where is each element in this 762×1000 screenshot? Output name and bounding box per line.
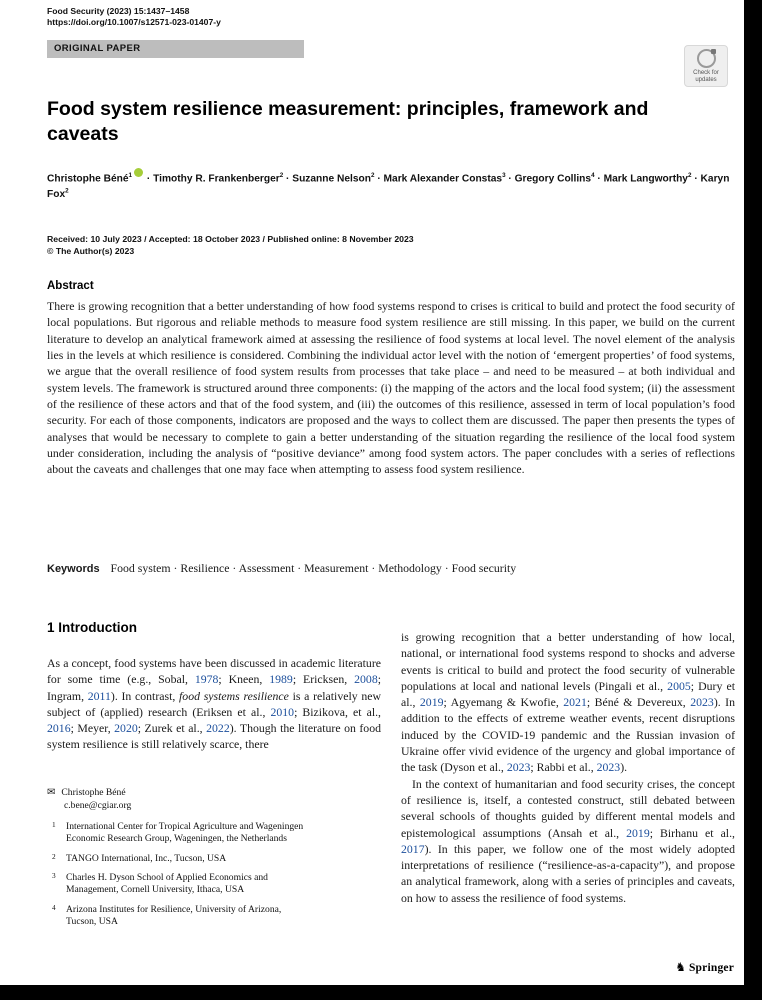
text-run: ; Dury et al., [401, 678, 735, 710]
text-run: 2 [279, 172, 284, 179]
intro-right-paragraph-1 [401, 629, 735, 776]
citation-link[interactable]: 2023 [690, 695, 714, 710]
text-run: ; Béné & Devereux, [586, 695, 691, 710]
springer-horse-icon [675, 958, 689, 975]
keywords-label: Keywords [47, 563, 100, 575]
article-type-badge: ORIGINAL PAPER [47, 40, 304, 58]
text-run: ). In contrast, [110, 688, 180, 703]
email-icon: ✉ [47, 787, 56, 798]
text-run: ; Meyer, [70, 721, 115, 736]
affiliation-number: 1 [52, 819, 56, 829]
citation-link[interactable]: 2020 [114, 721, 138, 736]
keywords-line [47, 561, 735, 576]
text-run: ; Bizikova, et al., [294, 704, 382, 719]
journal-citation: Food Security (2023) 15:1437–1458 [47, 6, 190, 16]
text-run: ; Ingram, [47, 672, 381, 703]
footnote-block [47, 787, 315, 936]
copyright-line: © The Author(s) 2023 [47, 246, 135, 256]
text-run: 2 [65, 187, 69, 195]
affiliation-number: 2 [52, 851, 56, 861]
citation-link[interactable]: 2023 [596, 760, 621, 775]
correspondence-email[interactable]: c.bene@cgiar.org [64, 800, 132, 812]
text-run: · Mark Langworthy [594, 173, 688, 185]
affiliation-list [47, 821, 315, 929]
intro-right-column [401, 629, 735, 906]
text-run: ; Kneen, [218, 672, 270, 687]
text-run: Christophe Béné [47, 173, 129, 185]
abstract-heading: Abstract [47, 280, 94, 292]
affiliation-item [47, 853, 306, 865]
affiliation-text: Charles H. Dyson School of Applied Economics and Management, Cornell University, Ithaca, USA [66, 872, 268, 896]
article-title: Food system resilience measurement: principles, framework and caveats [47, 98, 649, 145]
citation-link[interactable]: 2019 [626, 825, 650, 840]
text-run: ). In this paper, we follow one of the most widely adopted interpretations of resilience (“resilience-as-a-capacity”), and propose an analytical framework, along with a series of principles and caveats, on how to assess the resilience of food systems. [401, 841, 735, 905]
citation-link[interactable]: 2008 [354, 672, 378, 687]
affiliation-item [47, 821, 306, 846]
citation-link[interactable]: 2023 [506, 760, 531, 775]
citation-link[interactable]: 2017 [401, 841, 425, 856]
text-run: ; Rabbi et al., [530, 760, 597, 775]
affiliation-text: TANGO International, Inc., Tucson, USA [66, 852, 227, 864]
check-for-updates-badge[interactable] [684, 45, 728, 87]
springer-logo [675, 958, 734, 976]
text-run: ; Birhanu et al., [649, 825, 735, 840]
check-badge-text-line1: Check for [693, 70, 719, 76]
check-badge-text-line2: updates [695, 77, 717, 83]
text-run: food systems resilience [179, 688, 289, 703]
citation-link[interactable]: 1989 [269, 672, 293, 687]
scan-edge-bottom [0, 985, 762, 1000]
text-run: In the context of humanitarian and food security crises, the concept of resilience is, itself, a contested construct, still debated between several schools of thoughts guided by different mental models and epistemological assumptions (Ansah et al., [401, 776, 735, 840]
crossmark-icon [697, 49, 716, 68]
intro-left-paragraph [47, 655, 381, 753]
text-run: is a relatively new subject of (applied) research (Eriksen et al., [47, 688, 381, 719]
affiliation-number: 4 [52, 902, 56, 912]
citation-link[interactable]: 2016 [47, 721, 71, 736]
affiliation-text: Arizona Institutes for Resilience, University of Arizona, Tucson, USA [66, 903, 282, 928]
text-run: · Mark Alexander Constas [374, 173, 503, 185]
springer-wordmark: Springer [688, 962, 734, 974]
history-dates: Received: 10 July 2023 / Accepted: 18 October 2023 / Published online: 8 November 2023 [47, 234, 414, 244]
intro-right-paragraph-2 [401, 776, 735, 906]
section-heading-introduction: 1 Introduction [47, 620, 137, 635]
text-run: 3 [502, 172, 506, 179]
text-run: ). Though the literature on food system resilience is still relatively scarce, there [47, 721, 381, 752]
citation-link[interactable]: 2022 [206, 721, 230, 736]
keywords-text: Food system · Resilience · Assessment · Measurement · Methodology · Food security [110, 561, 517, 575]
text-run: · Gregory Collins [505, 173, 592, 185]
orcid-icon [134, 168, 143, 177]
citation-link[interactable]: 2021 [563, 695, 587, 710]
text-run: ). [620, 760, 628, 775]
citation-link[interactable]: 2005 [667, 678, 691, 693]
affiliation-item [47, 904, 306, 929]
affiliation-item [47, 872, 306, 897]
text-run: 2 [370, 172, 375, 179]
scan-edge-right [744, 0, 762, 1000]
text-run: ; Zurek et al., [137, 721, 207, 736]
citation-link[interactable]: 1978 [194, 672, 219, 687]
text-run: As a concept, food systems have been discussed in academic literature for some time (e.g., Sobal, [47, 656, 381, 687]
corresponding-author-name: Christophe Béné [61, 787, 126, 798]
text-run: · Karyn Fox [47, 173, 730, 200]
text-run: is growing recognition that a better understanding of how local, national, or international food systems respond to shocks and adverse events is critical to build and protect the food security of vulnerable populations at local and national levels (Pingali et al., [401, 630, 735, 693]
text-run: · Suzanne Nelson [283, 173, 371, 185]
doi-link[interactable]: https://doi.org/10.1007/s12571-023-01407-y [47, 17, 221, 27]
text-run: ). In addition to the effects of extreme weather events, recent disruptions induced by the COVID-19 pandemic and the Russian invasion of Ukraine offer vivid evidence of the urgency and global importance of the task (Dyson et al., [401, 695, 735, 775]
text-run: ; Ericksen, [292, 672, 355, 687]
text-run: ; Agyemang & Kwofie, [443, 695, 564, 710]
text-run: 2 [687, 172, 692, 179]
text-run: 1 [128, 172, 133, 179]
text-run: · Timothy R. Frankenberger [144, 173, 280, 185]
citation-link[interactable]: 2019 [419, 695, 444, 710]
citation-link[interactable]: 2011 [87, 688, 111, 703]
text-run: 4 [591, 172, 595, 179]
author-list [47, 168, 739, 202]
affiliation-text: International Center for Tropical Agriculture and Wageningen Economic Research Group, Wageningen, the Netherlands [66, 820, 304, 845]
abstract-text: There is growing recognition that a better understanding of how food systems respond to crises is critical to build and protect the food security of local populations. But rigorous and reliable methods to measure food system resilience are still missing. In this paper, we build on the current literature to develop an analytical framework aimed at assessing the resilience of food systems at local level. The novel element of the analysis lies in the levels at which resilience is considered. Combining the individual actor level with the notion of ‘emergent properties’ of food systems, we argue that the overall resilience of food system results from processes that take place – and need to be measured – at both individual and system levels. The framework is structured around three components: (i) the mapping of the actors and the local food system; (ii) the assessment of the resilience of these actors and that of the food system, and (iii) the outcomes of this resilience, assessed in term of local population’s food security. For each of those components, indicators are proposed and the ways to collect them are discussed. The paper then presents the types of analyses that would be necessary to complete to gain a better understanding of the situation regarding the resilience of the local food system under consideration, including the analysis of “positive deviance” among food system actors. The paper concludes with a series of reflections about the caveats and challenges that one may face when attempting to assess food system resilience. [47, 299, 735, 477]
citation-link[interactable]: 2010 [270, 704, 295, 719]
affiliation-number: 3 [52, 871, 56, 881]
